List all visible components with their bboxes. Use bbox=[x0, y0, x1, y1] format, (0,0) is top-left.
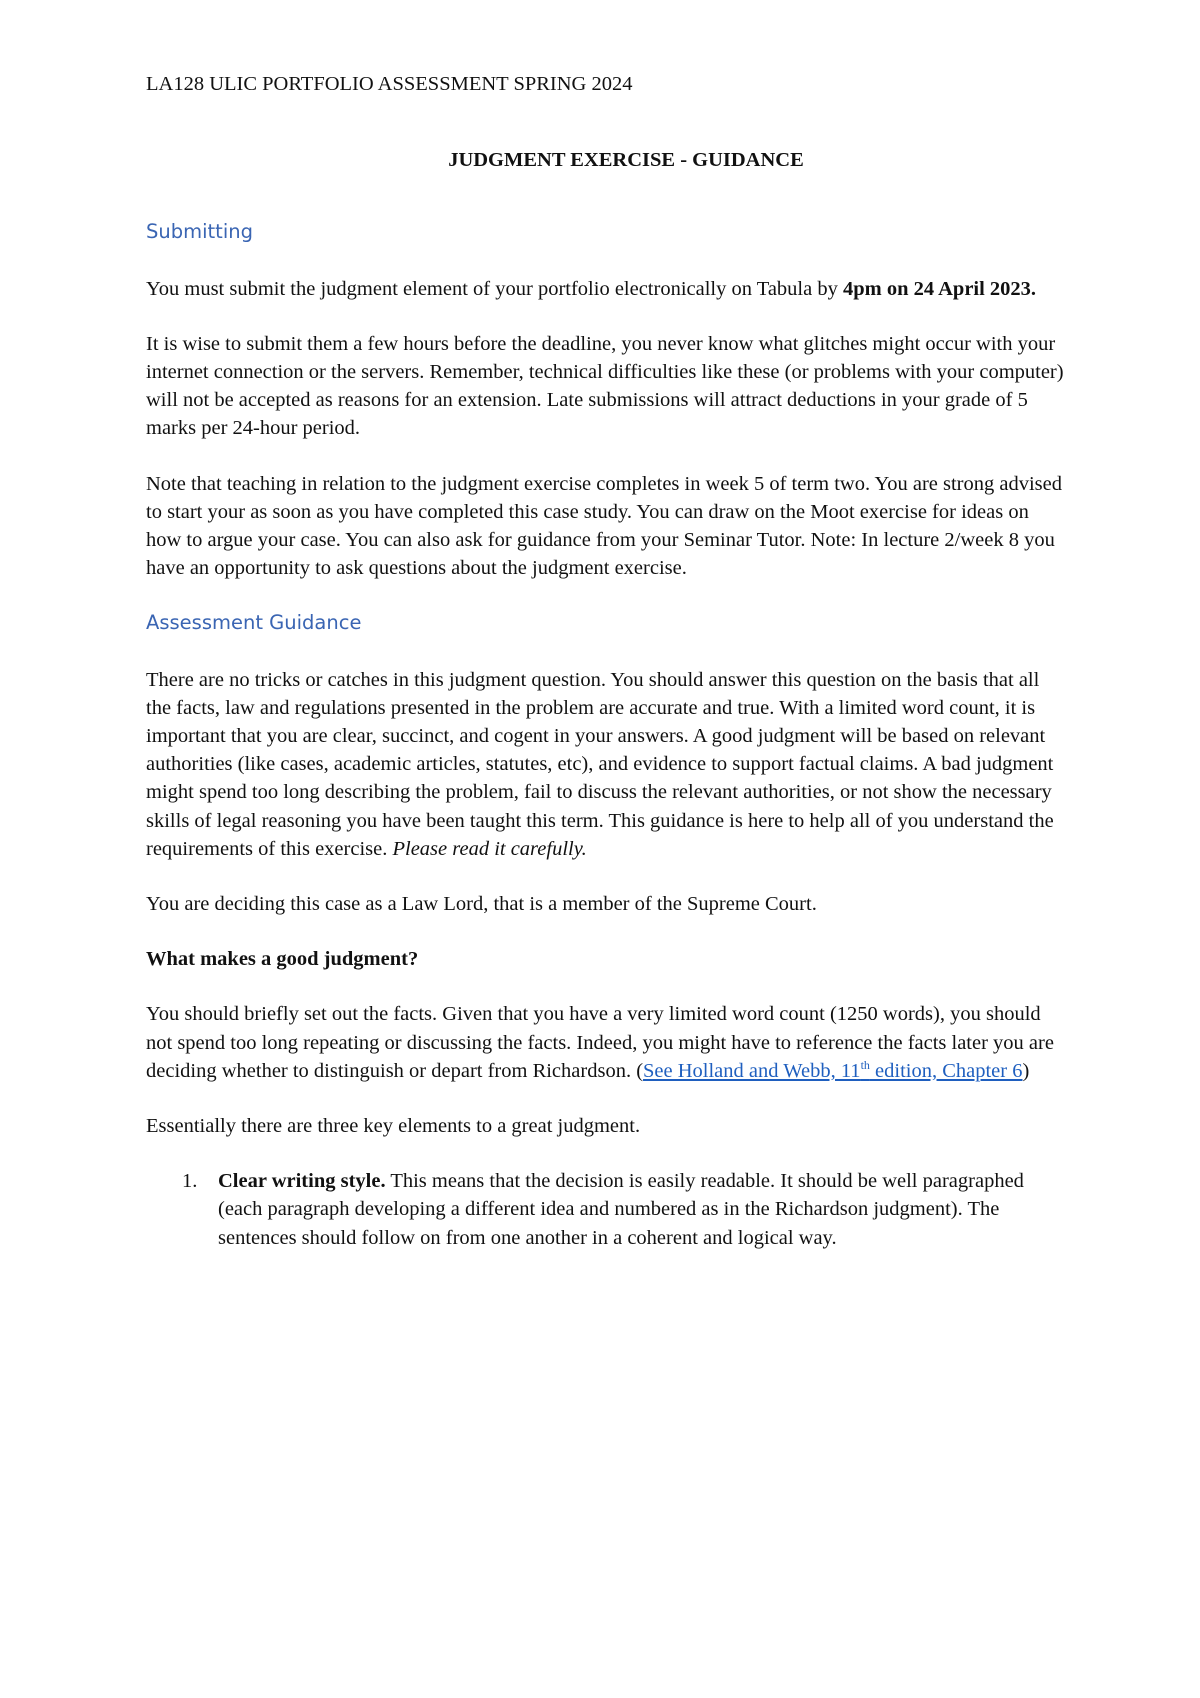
key-elements-list bbox=[146, 1167, 1066, 1252]
page-title: JUDGMENT EXERCISE - GUIDANCE bbox=[448, 149, 804, 172]
list-item-number: 1. bbox=[182, 1170, 198, 1193]
holland-webb-link[interactable] bbox=[643, 1060, 1022, 1082]
section-heading-assessment-guidance: Assessment Guidance bbox=[146, 611, 362, 635]
link-superscript: th bbox=[860, 1058, 870, 1073]
list-item-text: This means that the decision is easily readable. It should be well paragraphed (each paragraph developing a different idea and numbered as in the Richardson judgment). The sentences should follow on from one another in a coherent and logical way. bbox=[218, 1170, 1024, 1249]
link-text-pre: See Holland and Webb, 11 bbox=[643, 1059, 861, 1082]
document-content bbox=[146, 70, 1066, 1252]
good-judgment-paragraph-1 bbox=[146, 1000, 1066, 1085]
list-item-title: Clear writing style. bbox=[218, 1170, 386, 1193]
submitting-paragraph-2: It is wise to submit them a few hours before the deadline, you never know what glitches might occur with your internet connection or the servers. Remember, technical difficulties like these (or problems with your computer) will not be accepted as reasons for an extension. Late submissions will attract deductions in your grade of 5 marks per 24-hour period. bbox=[146, 332, 1064, 440]
assessment-paragraph-1 bbox=[146, 666, 1066, 863]
assessment-emphasis: Please read it carefully. bbox=[392, 837, 587, 860]
submitting-by: by bbox=[817, 277, 843, 300]
submitting-text: You must submit the judgment element of your portfolio electronically on Tabula bbox=[146, 277, 818, 300]
subheading-good-judgment: What makes a good judgment? bbox=[146, 948, 419, 971]
closing-paren: ) bbox=[1022, 1059, 1030, 1082]
submitting-paragraph-1 bbox=[146, 275, 1066, 303]
section-heading-submitting: Submitting bbox=[146, 220, 253, 244]
good-judgment-paragraph-2: Essentially there are three key elements to a great judgment. bbox=[146, 1115, 641, 1138]
good-judgment-text: You should briefly set out the facts. Given that you have a very limited word count (1250 words), you should not spend too long repeating or discussing the facts. Indeed, you might have to reference the facts later you are deciding whether to distinguish or depart from Richardson. ( bbox=[146, 1003, 1054, 1082]
submitting-paragraph-3: Note that teaching in relation to the judgment exercise completes in week 5 of term two. You are strong advised to start your as soon as you have completed this case study. You can draw on the Moot exercise for ideas on how to argue your case. You can also ask for guidance from your Seminar Tutor. Note: In lecture 2/week 8 you have an opportunity to ask questions about the judgment exercise. bbox=[146, 472, 1062, 580]
assessment-text: There are no tricks or catches in this judgment question. You should answer this question on the basis that all the facts, law and regulations presented in the problem are accurate and true. With a limited word count, it is important that you are clear, succinct, and cogent in your answers. A good judgment will be based on relevant authorities (like cases, academic articles, statutes, etc), and evidence to support factual claims. A bad judgment might spend too long describing the problem, fail to discuss the relevant authorities, or not show the necessary skills of legal reasoning you have been taught this term. This guidance is here to help all of you understand the requirements of this exercise. bbox=[146, 668, 1054, 860]
assessment-paragraph-2: You are deciding this case as a Law Lord, that is a member of the Supreme Court. bbox=[146, 893, 817, 916]
submission-deadline: 4pm on 24 April 2023. bbox=[842, 277, 1037, 300]
list-item bbox=[146, 1167, 1066, 1252]
link-text-post: edition, Chapter 6 bbox=[869, 1059, 1023, 1082]
course-header: LA128 ULIC PORTFOLIO ASSESSMENT SPRING 2024 bbox=[146, 73, 633, 95]
